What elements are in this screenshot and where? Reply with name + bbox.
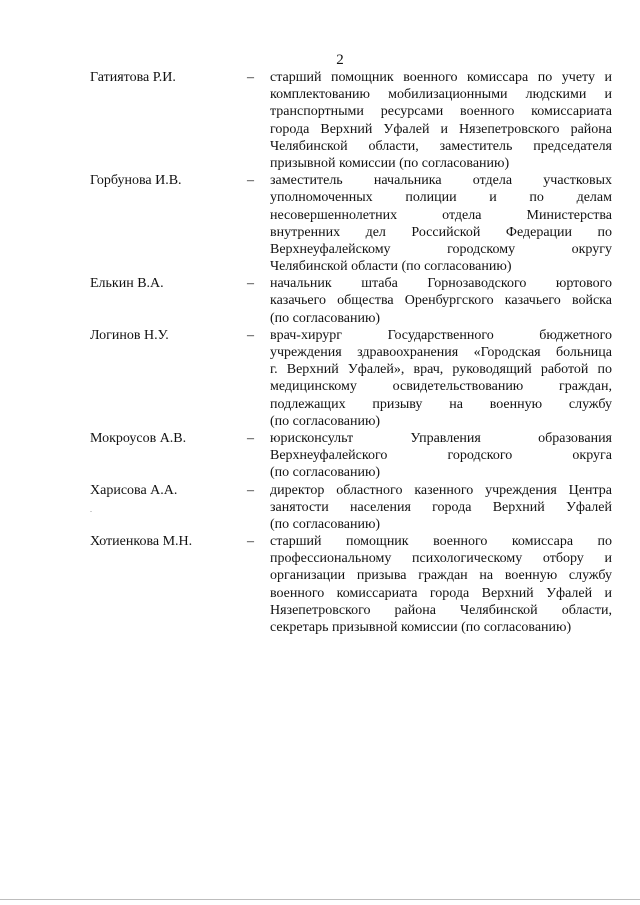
member-role-line: старший помощник военного комиссара по учету и: [270, 70, 612, 85]
commission-member-list: [0, 69, 640, 636]
member-role-line: военного комиссариата города Верхний Уфалей и: [270, 585, 612, 601]
member-role: [270, 172, 612, 275]
member-role-line: Челябинской области (по согласованию): [270, 259, 512, 275]
member-name: Мокроусов А.В.: [90, 430, 187, 446]
member-name: Елькин В.А.: [90, 276, 164, 292]
member-dash: –: [247, 327, 254, 343]
member-row: [0, 430, 640, 482]
member-role-line: секретарь призывной комиссии (по согласованию): [270, 620, 572, 635]
member-row: [0, 275, 640, 327]
member-role-line: старший помощник военного комиссара по: [270, 534, 612, 550]
member-role-line: (по согласованию): [270, 310, 381, 326]
member-name: Горбунова И.В.: [90, 173, 182, 189]
member-role-line: (по согласованию): [270, 516, 381, 532]
member-role-line: организации призыва граждан на военную службу: [270, 568, 612, 584]
member-row: [0, 172, 640, 275]
member-name: Логинов Н.У.: [90, 327, 169, 343]
member-dash: –: [247, 70, 254, 85]
member-dash: –: [247, 173, 254, 189]
member-name: Харисова А.А.: [90, 482, 178, 498]
member-row: [0, 69, 640, 172]
member-role-line: (по согласованию): [270, 465, 381, 481]
member-name: Хотиенкова М.Н.: [90, 534, 193, 550]
member-role-line: Челябинской области, заместитель председателя: [270, 138, 612, 154]
member-dash: –: [247, 482, 254, 498]
member-role-line: Верхнеуфалейскому городскому округу: [270, 241, 612, 257]
member-role-line: профессиональному психологическому отбору и: [270, 551, 612, 567]
member-role: [270, 275, 612, 327]
member-role-line: транспортными ресурсами военного комиссариата: [270, 104, 612, 120]
member-role-line: занятости населения города Верхний Уфалей: [270, 499, 612, 515]
member-role-line: уполномоченных полиции и по делам: [270, 190, 612, 206]
member-role-line: учреждения здравоохранения «Городская больница: [270, 345, 612, 360]
member-role-line: (по согласованию): [270, 413, 381, 429]
member-role-line: казачьего общества Оренбургского казачьего войска: [270, 293, 612, 309]
member-role: [270, 430, 612, 482]
member-role-line: г. Верхний Уфалей», врач, руководящий работой по: [270, 362, 612, 378]
member-role: [270, 482, 612, 534]
member-role-line: комплектованию мобилизационными людскими и: [270, 87, 612, 103]
member-role-line: юрисконсульт Управления образования: [270, 430, 612, 446]
member-role-line: внутренних дел Российской Федерации по: [270, 224, 612, 240]
page-bottom-edge: [0, 899, 640, 900]
member-dash: –: [247, 534, 254, 550]
member-dash: –: [247, 430, 254, 446]
member-role-line: несовершеннолетних отдела Министерства: [270, 207, 612, 223]
member-role-line: города Верхний Уфалей и Нязепетровского района: [270, 121, 612, 137]
member-dash: –: [247, 276, 254, 292]
member-role: [270, 69, 612, 172]
member-role-line: врач-хирург Государственного бюджетного: [270, 327, 612, 343]
member-role-line: Верхнеуфалейского городского округа: [270, 448, 612, 464]
scan-artifact: [90, 511, 92, 512]
member-row: [0, 533, 640, 636]
member-role-line: заместитель начальника отдела участковых: [270, 173, 612, 189]
member-role-line: Нязепетровского района Челябинской области,: [270, 602, 612, 618]
member-name: Гатиятова Р.И.: [90, 70, 176, 85]
member-role-line: призывной комиссии (по согласованию): [270, 155, 510, 171]
member-role-line: подлежащих призыву на военную службу: [270, 396, 612, 412]
member-role-line: начальник штаба Горнозаводского юртового: [270, 276, 612, 292]
member-role-line: медицинскому освидетельствованию граждан,: [270, 379, 612, 395]
member-role: [270, 327, 612, 430]
page-number: 2: [336, 52, 344, 68]
member-role: [270, 533, 612, 636]
member-row: [0, 482, 640, 534]
member-row: [0, 327, 640, 430]
member-role-line: директор областного казенного учреждения Центра: [270, 482, 612, 498]
